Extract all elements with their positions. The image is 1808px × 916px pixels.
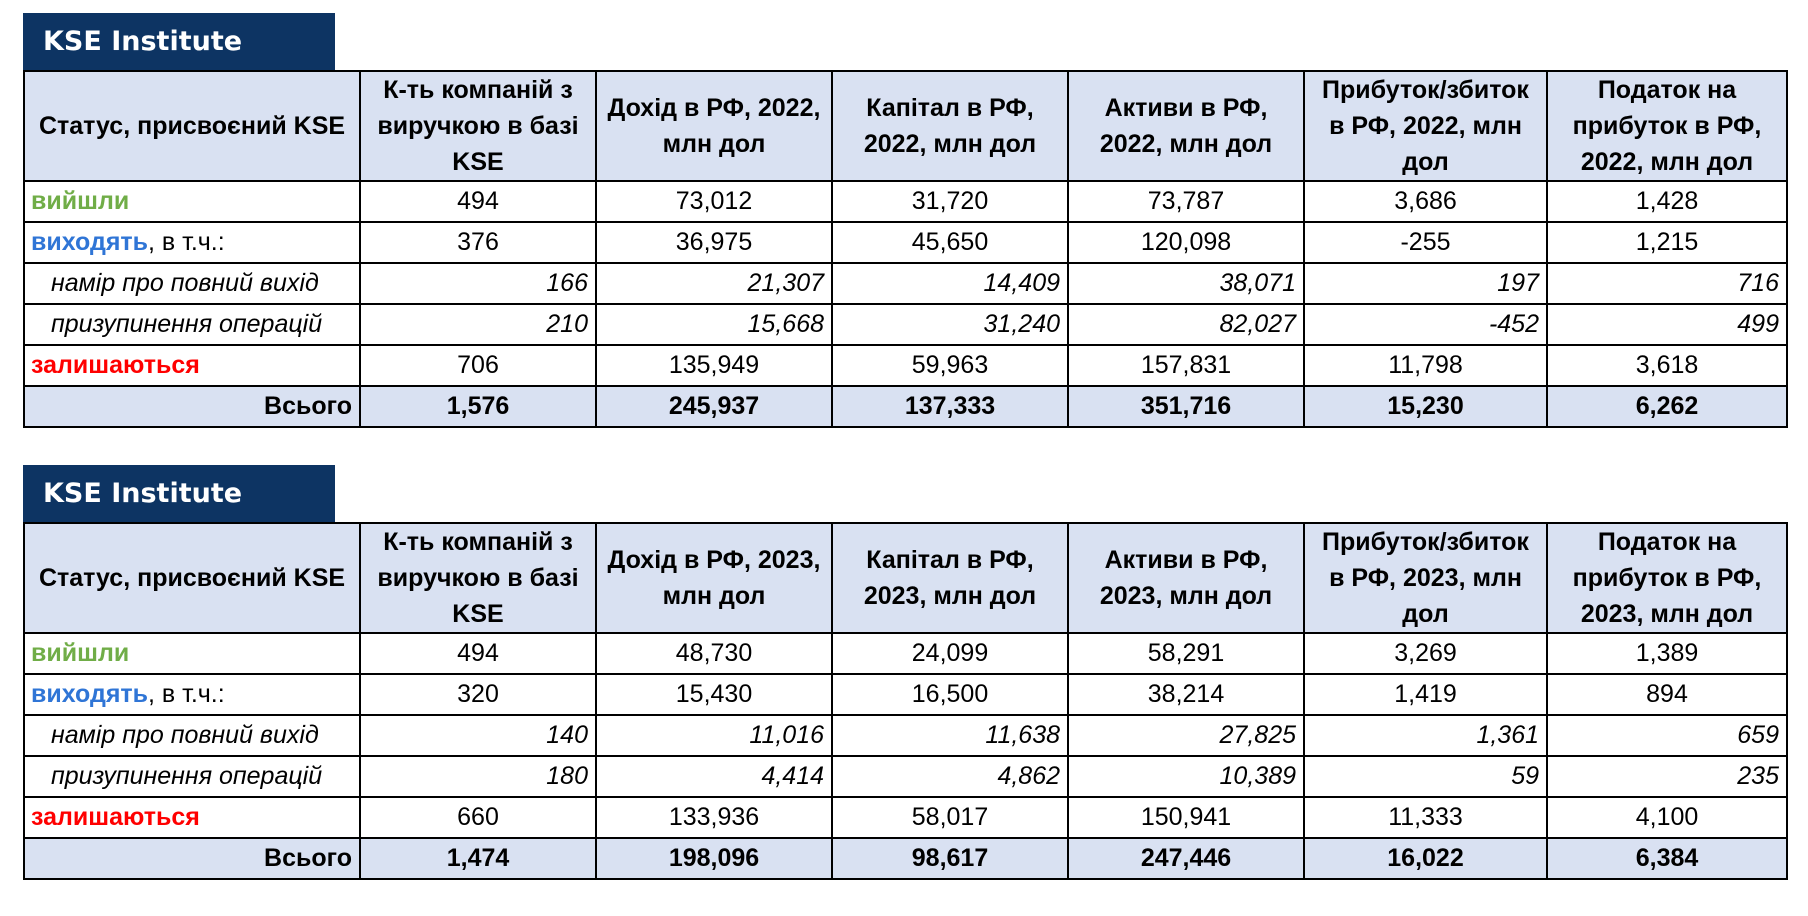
table-cell: 3,618	[1547, 345, 1787, 386]
header-row	[24, 71, 1787, 181]
table-row-exiting	[24, 674, 1787, 715]
table-cell: 198,096	[596, 838, 832, 879]
row-label	[24, 181, 360, 222]
column-header: Дохід в РФ, 2022, млн дол	[596, 71, 832, 181]
column-header: Прибуток/збиток в РФ, 2023, млн дол	[1304, 523, 1547, 633]
status-label: призупинення операцій	[51, 310, 323, 338]
table-cell: 11,798	[1304, 345, 1547, 386]
table-cell: 245,937	[596, 386, 832, 427]
column-header: Статус, присвоєний KSE	[24, 523, 360, 633]
status-label: намір про повний вихід	[51, 721, 319, 749]
table-cell: 45,650	[832, 222, 1068, 263]
table-cell: -255	[1304, 222, 1547, 263]
table-cell: -452	[1304, 304, 1547, 345]
table-row-staying	[24, 797, 1787, 838]
row-label	[24, 386, 360, 427]
table-cell: 24,099	[832, 633, 1068, 674]
table-row-full-exit	[24, 263, 1787, 304]
data-table	[23, 522, 1788, 880]
table-cell: 73,787	[1068, 181, 1304, 222]
table-cell: 31,720	[832, 181, 1068, 222]
table-cell: 38,214	[1068, 674, 1304, 715]
status-label: виходять	[31, 680, 149, 708]
status-label: Всього	[264, 844, 352, 872]
table-cell: 716	[1547, 263, 1787, 304]
status-label-suffix: , в т.ч.:	[148, 228, 225, 256]
table-cell: 499	[1547, 304, 1787, 345]
table-cell: 11,016	[596, 715, 832, 756]
table-cell: 659	[1547, 715, 1787, 756]
status-label: призупинення операцій	[51, 762, 323, 790]
table-cell: 494	[360, 181, 596, 222]
column-header: К-ть компаній з виручкою в базі KSE	[360, 523, 596, 633]
table-cell: 10,389	[1068, 756, 1304, 797]
row-label	[24, 756, 360, 797]
table-cell: 6,262	[1547, 386, 1787, 427]
table-cell: 376	[360, 222, 596, 263]
table-cell: 1,215	[1547, 222, 1787, 263]
column-header: Податок на прибуток в РФ, 2023, млн дол	[1547, 523, 1787, 633]
status-label: вийшли	[31, 187, 130, 215]
row-label	[24, 263, 360, 304]
table-cell: 235	[1547, 756, 1787, 797]
table-cell: 15,668	[596, 304, 832, 345]
table-cell: 58,291	[1068, 633, 1304, 674]
table-row-full-exit	[24, 715, 1787, 756]
table-cell: 320	[360, 674, 596, 715]
table-cell: 82,027	[1068, 304, 1304, 345]
table-cell: 27,825	[1068, 715, 1304, 756]
table-cell: 706	[360, 345, 596, 386]
column-header: Прибуток/збиток в РФ, 2022, млн дол	[1304, 71, 1547, 181]
table-cell: 31,240	[832, 304, 1068, 345]
table-cell: 36,975	[596, 222, 832, 263]
table-cell: 59,963	[832, 345, 1068, 386]
table-cell: 157,831	[1068, 345, 1304, 386]
table-row-exiting	[24, 222, 1787, 263]
row-label	[24, 304, 360, 345]
table-cell: 120,098	[1068, 222, 1304, 263]
table-cell: 1,361	[1304, 715, 1547, 756]
table-cell: 6,384	[1547, 838, 1787, 879]
table-cell: 150,941	[1068, 797, 1304, 838]
table-row-total	[24, 386, 1787, 427]
table-cell: 15,230	[1304, 386, 1547, 427]
table-cell: 140	[360, 715, 596, 756]
row-label	[24, 838, 360, 879]
table-cell: 197	[1304, 263, 1547, 304]
header-row	[24, 523, 1787, 633]
table-cell: 180	[360, 756, 596, 797]
table-cell: 48,730	[596, 633, 832, 674]
table-cell: 3,269	[1304, 633, 1547, 674]
table-cell: 1,474	[360, 838, 596, 879]
row-label	[24, 222, 360, 263]
table-cell: 4,100	[1547, 797, 1787, 838]
row-label	[24, 674, 360, 715]
status-label-suffix: , в т.ч.:	[148, 680, 225, 708]
table-cell: 137,333	[832, 386, 1068, 427]
table-cell: 16,500	[832, 674, 1068, 715]
table-cell: 11,333	[1304, 797, 1547, 838]
column-header: Капітал в РФ, 2022, млн дол	[832, 71, 1068, 181]
column-header: Дохід в РФ, 2023, млн дол	[596, 523, 832, 633]
table-cell: 38,071	[1068, 263, 1304, 304]
table-cell: 210	[360, 304, 596, 345]
row-label	[24, 715, 360, 756]
status-label: вийшли	[31, 639, 130, 667]
table-cell: 73,012	[596, 181, 832, 222]
table-row-exited	[24, 181, 1787, 222]
status-label: залишаються	[31, 351, 200, 379]
column-header: К-ть компаній з виручкою в базі KSE	[360, 71, 596, 181]
table-row-suspended	[24, 304, 1787, 345]
table-cell: 21,307	[596, 263, 832, 304]
brand-logo: KSE Institute	[23, 13, 335, 70]
table-cell: 894	[1547, 674, 1787, 715]
column-header: Податок на прибуток в РФ, 2022, млн дол	[1547, 71, 1787, 181]
column-header: Капітал в РФ, 2023, млн дол	[832, 523, 1068, 633]
table-cell: 4,414	[596, 756, 832, 797]
data-table	[23, 70, 1788, 428]
table-cell: 14,409	[832, 263, 1068, 304]
table-cell: 58,017	[832, 797, 1068, 838]
table-cell: 1,419	[1304, 674, 1547, 715]
table-cell: 16,022	[1304, 838, 1547, 879]
column-header: Активи в РФ, 2022, млн дол	[1068, 71, 1304, 181]
status-label: Всього	[264, 392, 352, 420]
row-label	[24, 345, 360, 386]
status-label: залишаються	[31, 803, 200, 831]
brand-logo: KSE Institute	[23, 465, 335, 522]
table-cell: 660	[360, 797, 596, 838]
row-label	[24, 797, 360, 838]
table-block-1	[23, 13, 1786, 428]
table-cell: 247,446	[1068, 838, 1304, 879]
table-row-suspended	[24, 756, 1787, 797]
table-cell: 3,686	[1304, 181, 1547, 222]
column-header: Статус, присвоєний KSE	[24, 71, 360, 181]
table-cell: 98,617	[832, 838, 1068, 879]
column-header: Активи в РФ, 2023, млн дол	[1068, 523, 1304, 633]
table-row-staying	[24, 345, 1787, 386]
table-cell: 1,576	[360, 386, 596, 427]
table-cell: 15,430	[596, 674, 832, 715]
table-block-2	[23, 465, 1786, 880]
table-cell: 1,428	[1547, 181, 1787, 222]
table-cell: 11,638	[832, 715, 1068, 756]
table-cell: 133,936	[596, 797, 832, 838]
table-cell: 4,862	[832, 756, 1068, 797]
table-cell: 1,389	[1547, 633, 1787, 674]
status-label: виходять	[31, 228, 149, 256]
row-label	[24, 633, 360, 674]
table-cell: 135,949	[596, 345, 832, 386]
table-cell: 59	[1304, 756, 1547, 797]
status-label: намір про повний вихід	[51, 269, 319, 297]
table-cell: 351,716	[1068, 386, 1304, 427]
table-row-exited	[24, 633, 1787, 674]
table-cell: 494	[360, 633, 596, 674]
table-row-total	[24, 838, 1787, 879]
table-cell: 166	[360, 263, 596, 304]
